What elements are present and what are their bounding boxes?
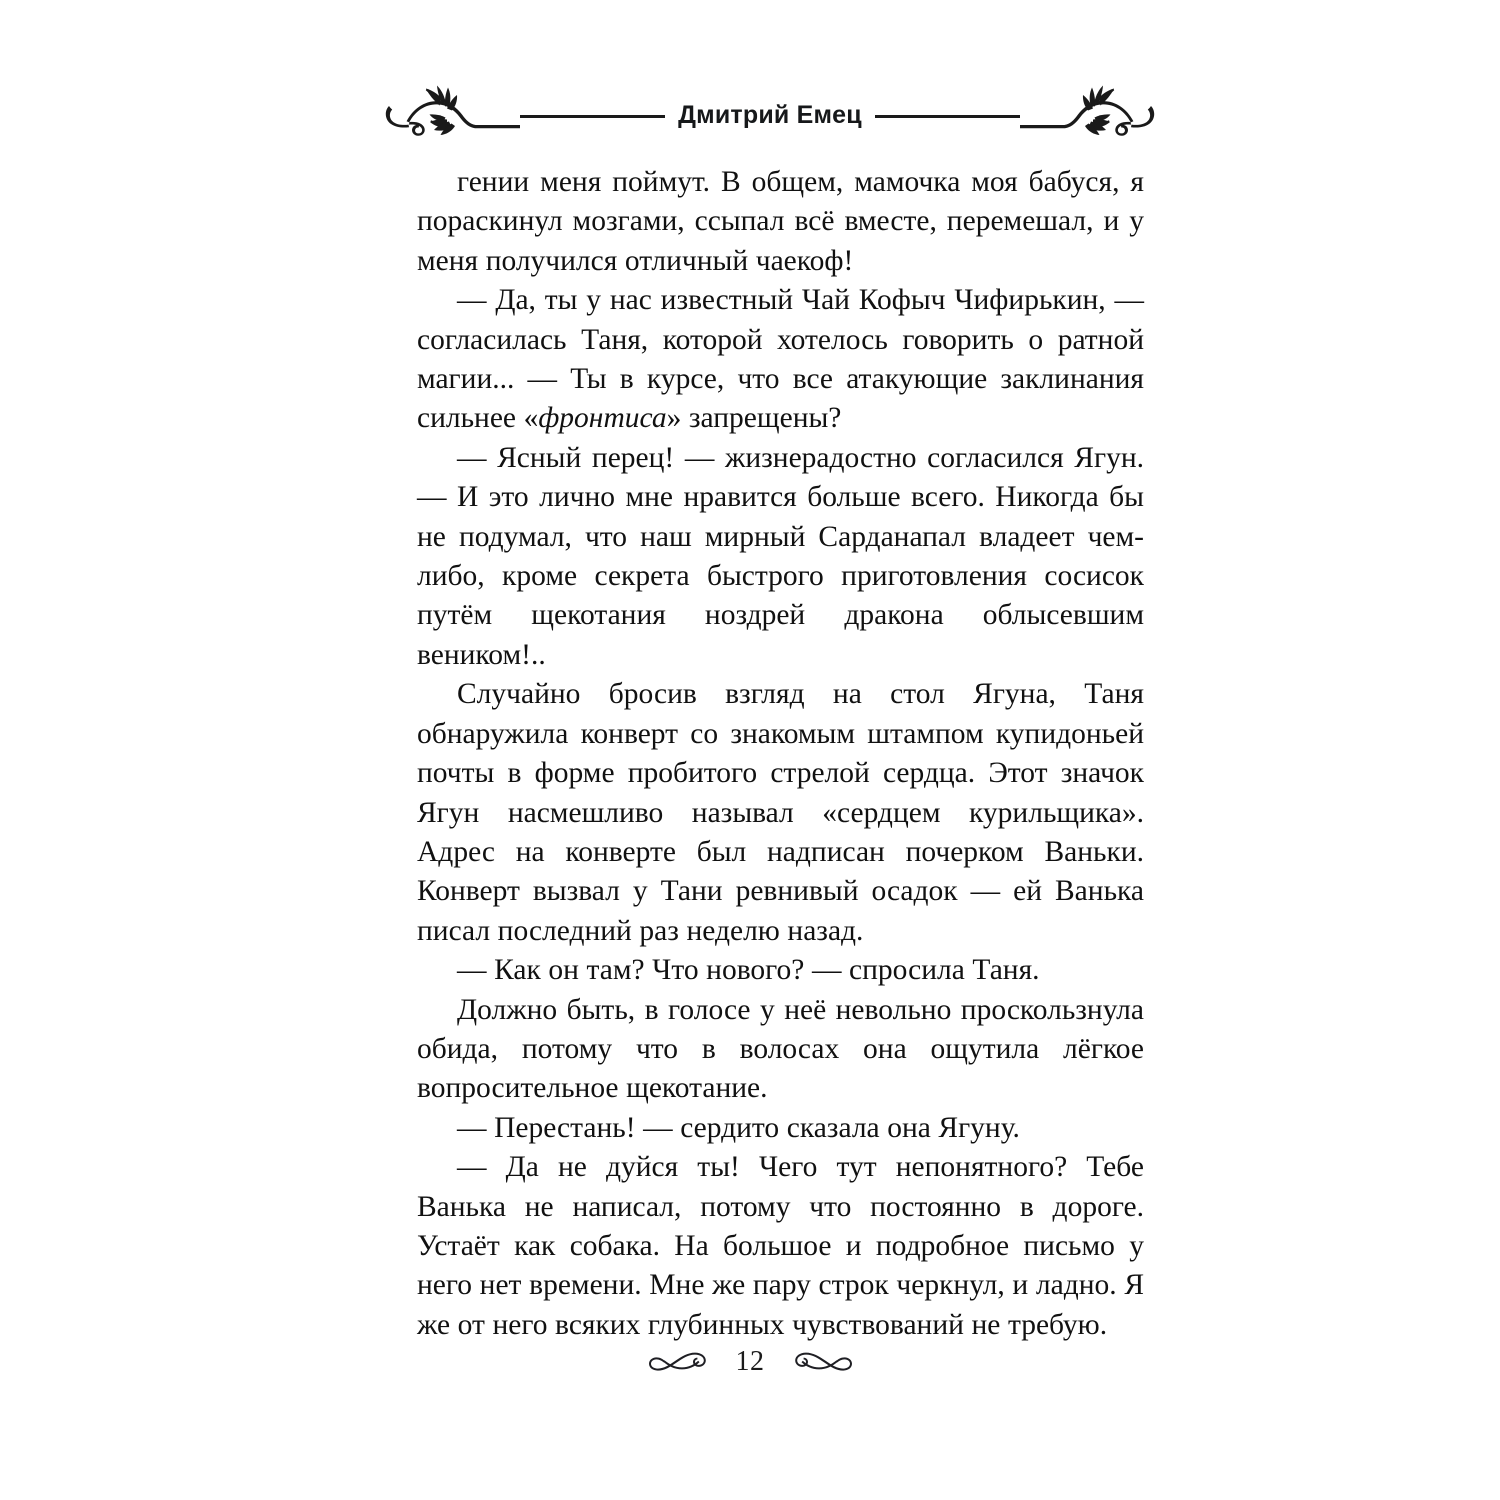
page-footer bbox=[0, 1348, 1500, 1376]
italic-term: фронтиса bbox=[538, 402, 667, 435]
paragraph-text-before: — Да, ты у нас известный Чай Кофыч Чифирькин, — согласилась Таня, которой хотелось говорить о ратной магии... — Ты в курсе, что все атакующие заклинания сильнее « bbox=[417, 284, 1144, 435]
paragraph bbox=[417, 281, 1144, 439]
paragraph: — Перестань! — сердито сказала она Ягуну. bbox=[457, 1111, 1020, 1144]
paragraph: — Ясный перец! — жизнерадостно согласился Ягун. — И это лично мне нравится больше всего. Никогда бы не подумал, что наш мирный Сарданапал владеет чем-либо, кроме секрета быстрого приготовления сосисок путём щекотания ноздрей дракона облысевшим веником!.. bbox=[417, 441, 1144, 671]
leafy-flourish-right-icon bbox=[1020, 84, 1155, 146]
body-text bbox=[417, 163, 1144, 1345]
page-number: 12 bbox=[735, 1346, 765, 1377]
running-head bbox=[385, 84, 1155, 146]
swirl-flourish-right-icon bbox=[791, 1349, 853, 1375]
running-head-rule-right bbox=[875, 115, 1020, 118]
swirl-flourish-left-icon bbox=[648, 1349, 710, 1375]
paragraph: — Как он там? Что нового? — спросила Таня. bbox=[457, 954, 1040, 987]
paragraph: Должно быть, в голосе у неё невольно проскользнула обида, потому что в волосах она ощутила лёгкое вопросительное щекотание. bbox=[417, 993, 1144, 1105]
running-head-title: Дмитрий Емец bbox=[678, 100, 862, 129]
paragraph: — Да не дуйся ты! Чего тут непонятного? Тебе Ванька не написал, потому что постоянно в дороге. Устаёт как собака. На большое и подробное письмо у него нет времени. Мне же пару строк черкнул, и ладно. Я же от него всяких глубинных чувствований не требую. bbox=[417, 1151, 1144, 1341]
paragraph-text-after: » запрещены? bbox=[666, 402, 842, 435]
paragraph: гении меня поймут. В общем, мамочка моя бабуся, я пораскинул мозгами, ссыпал всё вместе, перемешал, и у меня получился отличный чаекоф! bbox=[417, 166, 1144, 277]
leafy-flourish-left-icon bbox=[385, 84, 520, 146]
paragraph: Случайно бросив взгляд на стол Ягуна, Таня обнаружила конверт со знакомым штампом купидоньей почты в форме пробитого стрелой сердца. Этот значок Ягун насмешливо называл «сердцем курильщика». Адрес на конверте был надписан почерком Ваньки. Конверт вызвал у Тани ревнивый осадок — ей Ванька писал последний раз неделю назад. bbox=[417, 678, 1144, 947]
running-head-rule-left bbox=[520, 115, 665, 118]
